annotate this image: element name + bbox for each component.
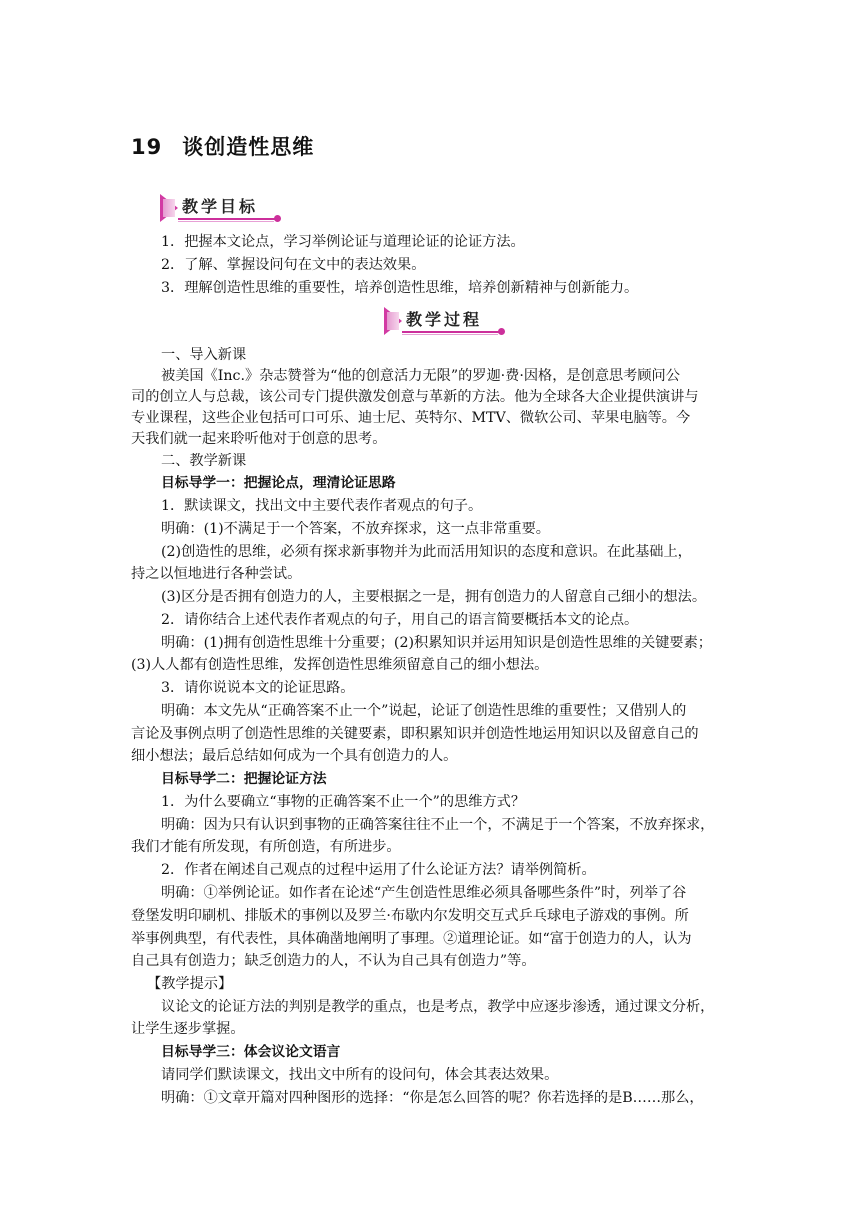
- goal-item: 3．理解创造性思维的重要性，培养创造性思维，培养创新精神与创新能力。: [161, 280, 639, 296]
- body-line: 司的创立人与总裁，该公司专门提供激发创意与革新的方法。他为全球各大企业提供演讲与: [131, 389, 699, 405]
- body-line: 天我们就一起来聆听他对于创意的思考。: [131, 431, 387, 447]
- body-line: 专业课程，这些企业包括可口可乐、迪士尼、英特尔、MTV、微软公司、苹果电脑等。今: [131, 410, 691, 426]
- body-line: (3)区分是否拥有创造力的人，主要根据之一是，拥有创造力的人留意自己细小的想法。: [161, 589, 707, 605]
- section-heading: 目标导学二：把握论证方法: [161, 771, 327, 787]
- lesson-title-text: 谈创造性思维: [182, 135, 315, 159]
- goal-item: 1．把握本文论点，学习举例论证与道理论证的论证方法。: [161, 234, 525, 250]
- banner-dot-icon: [274, 215, 281, 222]
- goal-item: 2．了解、掌握设问句在文中的表达效果。: [161, 257, 426, 273]
- body-line: 请同学们默读课文，找出文中所有的设问句，体会其表达效果。: [161, 1067, 559, 1083]
- lesson-number: 19: [131, 135, 163, 159]
- body-line: 2．请你结合上述代表作者观点的句子，用自己的语言简要概括本文的论点。: [161, 612, 639, 628]
- section-heading: 目标导学三：体会议论文语言: [161, 1044, 341, 1060]
- body-line: 3．请你说说本文的论证思路。: [161, 680, 355, 696]
- goals-banner: [160, 194, 282, 224]
- body-line: 明确：(1)拥有创造性思维十分重要；(2)积累知识并运用知识是创造性思维的关键要素；: [161, 635, 712, 651]
- body-line: 举事例典型，有代表性，具体确凿地阐明了事理。②道理论证。如“富于创造力的人，认为: [131, 931, 692, 947]
- body-line: 细小想法；最后总结如何成为一个具有创造力的人。: [131, 748, 458, 764]
- body-line: 持之以恒地进行各种尝试。: [131, 566, 302, 582]
- banner-dot-icon: [498, 328, 505, 335]
- body-line: 被美国《Inc.》杂志赞誉为“他的创意活力无限”的罗迦·费·因格，是创意思考顾问公: [161, 368, 680, 384]
- goals-banner-label: 教学目标: [182, 197, 259, 216]
- body-line: 明确：本文先从“正确答案不止一个”说起，论证了创造性思维的重要性；又借别人的: [161, 703, 687, 719]
- section-heading: 目标导学一：把握论点，理清论证思路: [161, 475, 396, 491]
- body-line: 1．默读课文，找出文中主要代表作者观点的句子。: [161, 498, 483, 514]
- body-line: 登堡发明印刷机、排版术的事例以及罗兰·布歇内尔发明交互式乒乓球电子游戏的事例。所: [131, 908, 689, 924]
- body-line: 明确：①文章开篇对四种图形的选择：“你是怎么回答的呢？你若选择的是B……那么，: [161, 1090, 704, 1106]
- body-line: 一、导入新课: [161, 347, 247, 363]
- body-line: (3)人人都有创造性思维，发挥创造性思维须留意自己的细小想法。: [131, 657, 549, 673]
- body-line: 明确：(1)不满足于一个答案，不放弃探求，这一点非常重要。: [161, 521, 550, 537]
- body-line: 自己具有创造力；缺乏创造力的人，不认为自己具有创造力”等。: [131, 953, 536, 969]
- body-line: 明确：①举例论证。如作者在论述“产生创造性思维必须具备哪些条件”时，列举了谷: [161, 885, 687, 901]
- lesson-title: [131, 131, 314, 161]
- body-line: 言论及事例点明了创造性思维的关键要素，即积累知识并创造性地运用知识以及留意自己的: [131, 726, 699, 742]
- body-line: 1．为什么要确立“事物的正确答案不止一个”的思维方式？: [161, 794, 526, 810]
- body-line: 明确：因为只有认识到事物的正确答案往往不止一个，不满足于一个答案，不放弃探求，: [161, 817, 715, 833]
- body-line: 二、教学新课: [161, 453, 247, 469]
- process-banner: [384, 307, 506, 337]
- process-banner-label: 教学过程: [406, 310, 483, 329]
- body-line: 让学生逐步掌握。: [131, 1021, 245, 1037]
- body-line: (2)创造性的思维，必须有探求新事物并为此而活用知识的态度和意识。在此基础上，: [161, 544, 692, 560]
- body-line: 我们才能有所发现，有所创造，有所进步。: [131, 839, 401, 855]
- body-line: 2．作者在阐述自己观点的过程中运用了什么论证方法？请举例简析。: [161, 862, 596, 878]
- body-line: 议论文的论证方法的判别是教学的重点，也是考点，教学中应逐步渗透，通过课文分析，: [161, 999, 715, 1015]
- body-line: 【教学提示】: [147, 976, 233, 992]
